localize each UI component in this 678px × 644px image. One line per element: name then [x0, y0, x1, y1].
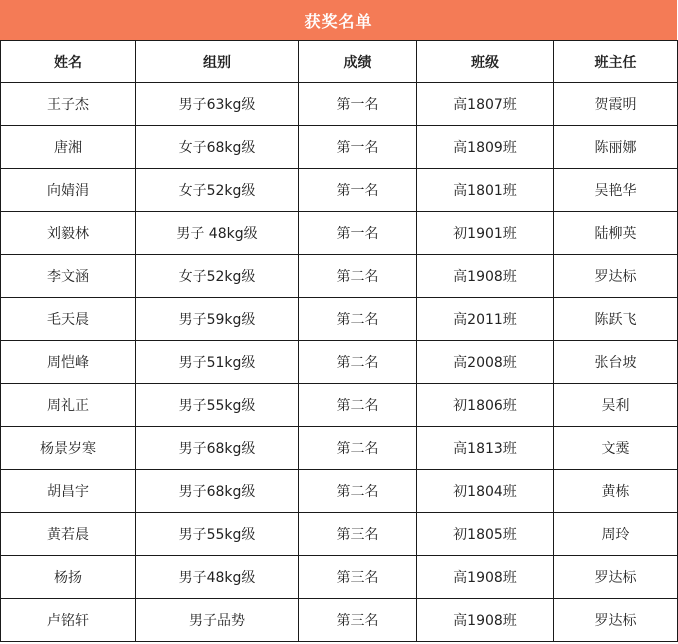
table-row — [1, 556, 678, 599]
cell-name: 周恺峰 — [1, 341, 136, 384]
cell-name: 刘毅林 — [1, 212, 136, 255]
table-row — [1, 255, 678, 298]
header-name: 姓名 — [1, 41, 136, 83]
cell-teacher: 陈丽娜 — [554, 126, 678, 169]
header-group: 组别 — [136, 41, 299, 83]
cell-group: 男子68kg级 — [136, 470, 299, 513]
cell-result: 第二名 — [299, 298, 417, 341]
cell-result: 第一名 — [299, 169, 417, 212]
cell-class: 初1806班 — [417, 384, 554, 427]
cell-group: 女子52kg级 — [136, 169, 299, 212]
cell-group: 男子55kg级 — [136, 513, 299, 556]
cell-class: 高1908班 — [417, 255, 554, 298]
cell-teacher: 黄栋 — [554, 470, 678, 513]
header-class: 班级 — [417, 41, 554, 83]
cell-name: 向婧涓 — [1, 169, 136, 212]
cell-class: 初1804班 — [417, 470, 554, 513]
table-row — [1, 83, 678, 126]
cell-class: 高1813班 — [417, 427, 554, 470]
cell-teacher: 陈跃飞 — [554, 298, 678, 341]
cell-group: 男子59kg级 — [136, 298, 299, 341]
cell-teacher: 张台坡 — [554, 341, 678, 384]
cell-name: 胡昌宇 — [1, 470, 136, 513]
cell-result: 第二名 — [299, 255, 417, 298]
cell-class: 高1807班 — [417, 83, 554, 126]
cell-name: 杨景岁寒 — [1, 427, 136, 470]
cell-result: 第二名 — [299, 341, 417, 384]
table-row — [1, 384, 678, 427]
cell-result: 第三名 — [299, 513, 417, 556]
cell-name: 杨扬 — [1, 556, 136, 599]
header-teacher: 班主任 — [554, 41, 678, 83]
cell-class: 高1908班 — [417, 599, 554, 642]
cell-result: 第三名 — [299, 599, 417, 642]
cell-name: 毛天晨 — [1, 298, 136, 341]
table-row — [1, 599, 678, 642]
cell-name: 卢铭轩 — [1, 599, 136, 642]
cell-teacher: 罗达标 — [554, 255, 678, 298]
table-header-row — [1, 41, 678, 83]
table-row — [1, 470, 678, 513]
cell-teacher: 罗达标 — [554, 599, 678, 642]
award-list-title: 获奖名单 — [0, 0, 677, 40]
cell-teacher: 贺霞明 — [554, 83, 678, 126]
table-row — [1, 169, 678, 212]
cell-result: 第二名 — [299, 427, 417, 470]
award-table — [0, 40, 678, 642]
cell-group: 男子 48kg级 — [136, 212, 299, 255]
cell-group: 男子48kg级 — [136, 556, 299, 599]
cell-teacher: 吴艳华 — [554, 169, 678, 212]
cell-result: 第三名 — [299, 556, 417, 599]
table-row — [1, 341, 678, 384]
cell-class: 初1805班 — [417, 513, 554, 556]
cell-class: 高1908班 — [417, 556, 554, 599]
cell-teacher: 吴利 — [554, 384, 678, 427]
cell-name: 唐湘 — [1, 126, 136, 169]
cell-teacher: 陆柳英 — [554, 212, 678, 255]
cell-result: 第一名 — [299, 126, 417, 169]
cell-name: 王子杰 — [1, 83, 136, 126]
cell-group: 女子52kg级 — [136, 255, 299, 298]
cell-teacher: 罗达标 — [554, 556, 678, 599]
cell-teacher: 文霙 — [554, 427, 678, 470]
cell-class: 高1809班 — [417, 126, 554, 169]
cell-class: 高2008班 — [417, 341, 554, 384]
cell-result: 第二名 — [299, 470, 417, 513]
header-result: 成绩 — [299, 41, 417, 83]
cell-class: 初1901班 — [417, 212, 554, 255]
cell-name: 黄若晨 — [1, 513, 136, 556]
cell-group: 男子51kg级 — [136, 341, 299, 384]
table-row — [1, 427, 678, 470]
cell-group: 男子63kg级 — [136, 83, 299, 126]
cell-result: 第二名 — [299, 384, 417, 427]
cell-group: 男子55kg级 — [136, 384, 299, 427]
cell-result: 第一名 — [299, 83, 417, 126]
table-row — [1, 212, 678, 255]
cell-result: 第一名 — [299, 212, 417, 255]
cell-group: 男子68kg级 — [136, 427, 299, 470]
table-row — [1, 126, 678, 169]
table-row — [1, 298, 678, 341]
cell-class: 高1801班 — [417, 169, 554, 212]
cell-group: 女子68kg级 — [136, 126, 299, 169]
cell-teacher: 周玲 — [554, 513, 678, 556]
cell-class: 高2011班 — [417, 298, 554, 341]
cell-group: 男子品势 — [136, 599, 299, 642]
table-row — [1, 513, 678, 556]
cell-name: 周礼正 — [1, 384, 136, 427]
cell-name: 李文涵 — [1, 255, 136, 298]
